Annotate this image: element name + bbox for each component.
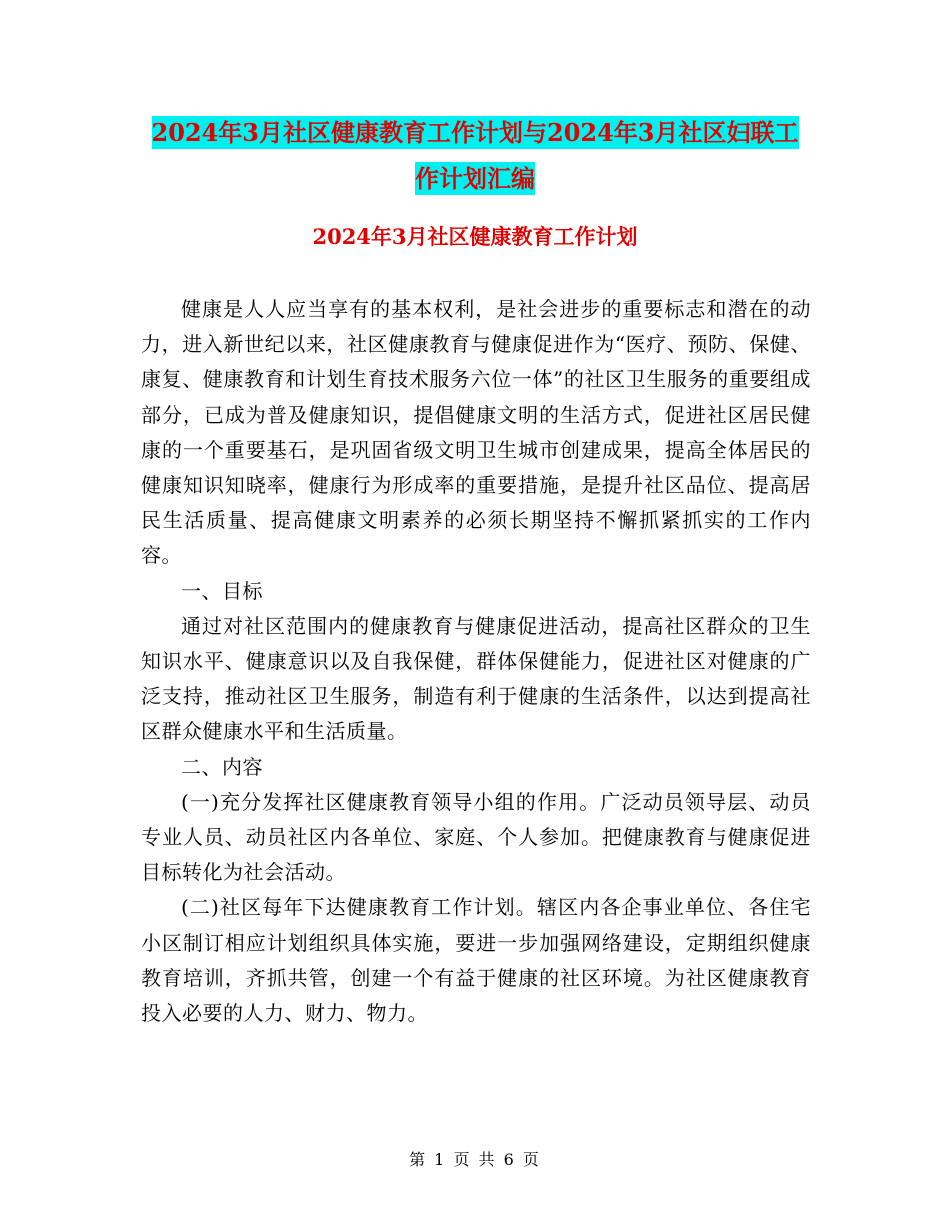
section-title: 2024年3月社区健康教育工作计划 <box>312 224 638 249</box>
paragraph-intro: 健康是人人应当享有的基本权利，是社会进步的重要标志和潜在的动力，进入新世纪以来，社区健康教育与健康促进作为“医疗、预防、保健、康复、健康教育和计划生育技术服务六位一体”的社区卫生服务的重要组成部分，已成为普及健康知识，提倡健康文明的生活方式，促进社区居民健康的一个重要基石，是巩固省级文明卫生城市创建成果，提高全体居民的健康知识知晓率，健康行为形成率的重要措施，是提升社区品位、提高居民生活质量、提高健康文明素养的必须长期坚持不懈抓紧抓实的工作内容。 <box>141 297 811 568</box>
page-number-footer: 第 1 页 共 6 页 <box>409 1150 541 1169</box>
paragraph-goals: 通过对社区范围内的健康教育与健康促进活动，提高社区群众的卫生知识水平、健康意识以及自我保健，群体保健能力，促进社区对健康的广泛支持，推动社区卫生服务，制造有利于健康的生活条件，以达到提高社区群众健康水平和生活质量。 <box>141 613 811 744</box>
paragraph-content-2: (二)社区每年下达健康教育工作计划。辖区内各企事业单位、各住宅小区制订相应计划组织具体实施，要进一步加强网络建设，定期组织健康教育培训，齐抓共管，创建一个有益于健康的社区环境。为社区健康教育投入必要的人力、财力、物力。 <box>141 895 811 1026</box>
document-body <box>141 292 811 1031</box>
heading-goals: 一、目标 <box>181 578 263 603</box>
paragraph-content-1: (一)充分发挥社区健康教育领导小组的作用。广泛动员领导层、动员专业人员、动员社区内各单位、家庭、个人参加。把健康教育与健康促进目标转化为社会活动。 <box>141 789 811 885</box>
document-title-text: 2024年3月社区健康教育工作计划与2024年3月社区妇联工作计划汇编 <box>151 118 799 193</box>
document-title <box>140 110 810 202</box>
heading-content: 二、内容 <box>181 754 263 779</box>
